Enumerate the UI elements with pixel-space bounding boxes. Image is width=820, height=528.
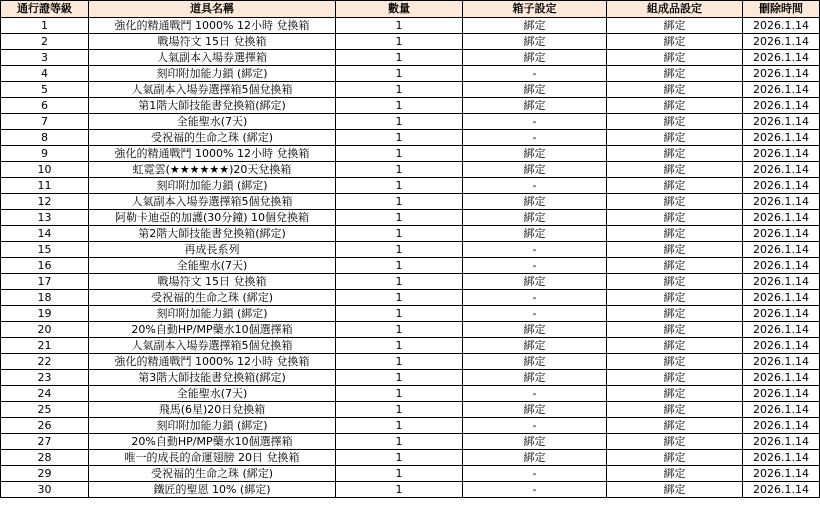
- pass-level-cell: 18: [1, 290, 89, 306]
- item-name-cell: 人氣副本入場券選擇箱5個兌換箱: [89, 338, 336, 354]
- header-delete-time: 刪除時間: [743, 1, 820, 18]
- quantity-cell: 1: [336, 418, 463, 434]
- quantity-cell: 1: [336, 114, 463, 130]
- quantity-cell: 1: [336, 338, 463, 354]
- delete-time-cell: 2026.1.14: [743, 178, 820, 194]
- delete-time-cell: 2026.1.14: [743, 162, 820, 178]
- table-row: [1, 50, 820, 66]
- component-setting-cell: 綁定: [607, 178, 743, 194]
- quantity-cell: 1: [336, 242, 463, 258]
- item-name-cell: 全能聖水(7天): [89, 386, 336, 402]
- component-setting-cell: 綁定: [607, 162, 743, 178]
- table-row: [1, 98, 820, 114]
- box-setting-cell: 綁定: [463, 98, 607, 114]
- component-setting-cell: 綁定: [607, 290, 743, 306]
- pass-level-cell: 27: [1, 434, 89, 450]
- quantity-cell: 1: [336, 146, 463, 162]
- pass-level-cell: 24: [1, 386, 89, 402]
- item-name-cell: 強化的精通戰鬥 1000% 12小時 兌換箱: [89, 354, 336, 370]
- box-setting-cell: 綁定: [463, 370, 607, 386]
- item-name-cell: 戰場符文 15日 兌換箱: [89, 274, 336, 290]
- delete-time-cell: 2026.1.14: [743, 418, 820, 434]
- table-row: [1, 210, 820, 226]
- component-setting-cell: 綁定: [607, 482, 743, 498]
- component-setting-cell: 綁定: [607, 210, 743, 226]
- pass-level-cell: 5: [1, 82, 89, 98]
- pass-level-cell: 10: [1, 162, 89, 178]
- component-setting-cell: 綁定: [607, 34, 743, 50]
- pass-level-cell: 23: [1, 370, 89, 386]
- quantity-cell: 1: [336, 18, 463, 34]
- header-row: [1, 1, 820, 18]
- quantity-cell: 1: [336, 354, 463, 370]
- pass-level-cell: 30: [1, 482, 89, 498]
- table-row: [1, 226, 820, 242]
- table-row: [1, 178, 820, 194]
- pass-level-cell: 29: [1, 466, 89, 482]
- quantity-cell: 1: [336, 402, 463, 418]
- component-setting-cell: 綁定: [607, 306, 743, 322]
- table-header: [1, 1, 820, 18]
- delete-time-cell: 2026.1.14: [743, 370, 820, 386]
- table-row: [1, 402, 820, 418]
- box-setting-cell: 綁定: [463, 82, 607, 98]
- item-name-cell: 再成長系列: [89, 242, 336, 258]
- pass-level-cell: 8: [1, 130, 89, 146]
- table-row: [1, 162, 820, 178]
- table-row: [1, 114, 820, 130]
- item-name-cell: 強化的精通戰鬥 1000% 12小時 兌換箱: [89, 18, 336, 34]
- delete-time-cell: 2026.1.14: [743, 258, 820, 274]
- delete-time-cell: 2026.1.14: [743, 50, 820, 66]
- quantity-cell: 1: [336, 162, 463, 178]
- component-setting-cell: 綁定: [607, 370, 743, 386]
- box-setting-cell: 綁定: [463, 402, 607, 418]
- item-name-cell: 人氣副本入場券選擇箱5個兌換箱: [89, 82, 336, 98]
- table-row: [1, 66, 820, 82]
- item-name-cell: 全能聖水(7天): [89, 258, 336, 274]
- pass-level-cell: 20: [1, 322, 89, 338]
- pass-level-cell: 22: [1, 354, 89, 370]
- quantity-cell: 1: [336, 130, 463, 146]
- item-name-cell: 受祝福的生命之珠 (綁定): [89, 466, 336, 482]
- delete-time-cell: 2026.1.14: [743, 450, 820, 466]
- item-name-cell: 第2階大師技能書兌換箱(綁定): [89, 226, 336, 242]
- component-setting-cell: 綁定: [607, 434, 743, 450]
- delete-time-cell: 2026.1.14: [743, 82, 820, 98]
- pass-level-cell: 15: [1, 242, 89, 258]
- box-setting-cell: 綁定: [463, 162, 607, 178]
- item-name-cell: 刻印附加能力鎖 (綁定): [89, 66, 336, 82]
- delete-time-cell: 2026.1.14: [743, 210, 820, 226]
- pass-level-cell: 14: [1, 226, 89, 242]
- table-row: [1, 242, 820, 258]
- component-setting-cell: 綁定: [607, 450, 743, 466]
- quantity-cell: 1: [336, 34, 463, 50]
- pass-level-cell: 16: [1, 258, 89, 274]
- item-name-cell: 刻印附加能力鎖 (綁定): [89, 418, 336, 434]
- component-setting-cell: 綁定: [607, 98, 743, 114]
- quantity-cell: 1: [336, 194, 463, 210]
- box-setting-cell: 綁定: [463, 146, 607, 162]
- quantity-cell: 1: [336, 274, 463, 290]
- item-name-cell: 人氣副本入場券選擇箱5個兌換箱: [89, 194, 336, 210]
- component-setting-cell: 綁定: [607, 18, 743, 34]
- component-setting-cell: 綁定: [607, 354, 743, 370]
- quantity-cell: 1: [336, 226, 463, 242]
- quantity-cell: 1: [336, 322, 463, 338]
- delete-time-cell: 2026.1.14: [743, 98, 820, 114]
- pass-level-cell: 6: [1, 98, 89, 114]
- table-row: [1, 130, 820, 146]
- pass-level-cell: 7: [1, 114, 89, 130]
- delete-time-cell: 2026.1.14: [743, 322, 820, 338]
- table-row: [1, 418, 820, 434]
- quantity-cell: 1: [336, 66, 463, 82]
- quantity-cell: 1: [336, 290, 463, 306]
- quantity-cell: 1: [336, 178, 463, 194]
- component-setting-cell: 綁定: [607, 82, 743, 98]
- pass-level-cell: 3: [1, 50, 89, 66]
- delete-time-cell: 2026.1.14: [743, 146, 820, 162]
- table-row: [1, 146, 820, 162]
- pass-level-cell: 1: [1, 18, 89, 34]
- quantity-cell: 1: [336, 258, 463, 274]
- quantity-cell: 1: [336, 466, 463, 482]
- component-setting-cell: 綁定: [607, 66, 743, 82]
- component-setting-cell: 綁定: [607, 274, 743, 290]
- pass-level-cell: 4: [1, 66, 89, 82]
- pass-level-cell: 13: [1, 210, 89, 226]
- table-body: [1, 18, 820, 498]
- box-setting-cell: 綁定: [463, 34, 607, 50]
- pass-level-cell: 26: [1, 418, 89, 434]
- box-setting-cell: 綁定: [463, 450, 607, 466]
- quantity-cell: 1: [336, 98, 463, 114]
- component-setting-cell: 綁定: [607, 322, 743, 338]
- delete-time-cell: 2026.1.14: [743, 130, 820, 146]
- quantity-cell: 1: [336, 386, 463, 402]
- table-row: [1, 322, 820, 338]
- table-row: [1, 370, 820, 386]
- item-name-cell: 受祝福的生命之珠 (綁定): [89, 290, 336, 306]
- box-setting-cell: 綁定: [463, 210, 607, 226]
- delete-time-cell: 2026.1.14: [743, 354, 820, 370]
- delete-time-cell: 2026.1.14: [743, 306, 820, 322]
- quantity-cell: 1: [336, 306, 463, 322]
- pass-level-cell: 17: [1, 274, 89, 290]
- component-setting-cell: 綁定: [607, 242, 743, 258]
- box-setting-cell: 綁定: [463, 274, 607, 290]
- delete-time-cell: 2026.1.14: [743, 290, 820, 306]
- item-name-cell: 第3階大師技能書兌換箱(綁定): [89, 370, 336, 386]
- table-row: [1, 482, 820, 498]
- table-row: [1, 258, 820, 274]
- box-setting-cell: 綁定: [463, 354, 607, 370]
- table-row: [1, 18, 820, 34]
- box-setting-cell: 綁定: [463, 50, 607, 66]
- header-quantity: 數量: [336, 1, 463, 18]
- header-item-name: 道具名稱: [89, 1, 336, 18]
- table-row: [1, 386, 820, 402]
- table-row: [1, 354, 820, 370]
- header-pass-level: 通行證等級: [1, 1, 89, 18]
- box-setting-cell: 綁定: [463, 322, 607, 338]
- quantity-cell: 1: [336, 210, 463, 226]
- delete-time-cell: 2026.1.14: [743, 274, 820, 290]
- component-setting-cell: 綁定: [607, 402, 743, 418]
- item-name-cell: 受祝福的生命之珠 (綁定): [89, 130, 336, 146]
- box-setting-cell: -: [463, 242, 607, 258]
- table-row: [1, 338, 820, 354]
- table-row: [1, 82, 820, 98]
- component-setting-cell: 綁定: [607, 194, 743, 210]
- box-setting-cell: -: [463, 466, 607, 482]
- delete-time-cell: 2026.1.14: [743, 482, 820, 498]
- delete-time-cell: 2026.1.14: [743, 434, 820, 450]
- delete-time-cell: 2026.1.14: [743, 66, 820, 82]
- pass-level-cell: 9: [1, 146, 89, 162]
- box-setting-cell: -: [463, 178, 607, 194]
- component-setting-cell: 綁定: [607, 130, 743, 146]
- item-name-cell: 20%自動HP/MP藥水10個選擇箱: [89, 322, 336, 338]
- pass-level-cell: 2: [1, 34, 89, 50]
- box-setting-cell: -: [463, 130, 607, 146]
- box-setting-cell: 綁定: [463, 226, 607, 242]
- item-name-cell: 唯一的成長的命運翅膀 20日 兌換箱: [89, 450, 336, 466]
- box-setting-cell: 綁定: [463, 338, 607, 354]
- box-setting-cell: -: [463, 306, 607, 322]
- item-name-cell: 20%自動HP/MP藥水10個選擇箱: [89, 434, 336, 450]
- box-setting-cell: -: [463, 258, 607, 274]
- item-name-cell: 阿勒卡迪亞的加護(30分鐘) 10個兌換箱: [89, 210, 336, 226]
- table-row: [1, 434, 820, 450]
- pass-level-cell: 28: [1, 450, 89, 466]
- pass-level-cell: 11: [1, 178, 89, 194]
- delete-time-cell: 2026.1.14: [743, 226, 820, 242]
- quantity-cell: 1: [336, 482, 463, 498]
- component-setting-cell: 綁定: [607, 114, 743, 130]
- item-name-cell: 鐵匠的聖恩 10% (綁定): [89, 482, 336, 498]
- item-name-cell: 人氣副本入場券選擇箱: [89, 50, 336, 66]
- table-row: [1, 450, 820, 466]
- box-setting-cell: -: [463, 418, 607, 434]
- component-setting-cell: 綁定: [607, 226, 743, 242]
- delete-time-cell: 2026.1.14: [743, 18, 820, 34]
- table-row: [1, 306, 820, 322]
- table-row: [1, 466, 820, 482]
- component-setting-cell: 綁定: [607, 146, 743, 162]
- component-setting-cell: 綁定: [607, 50, 743, 66]
- pass-level-cell: 21: [1, 338, 89, 354]
- box-setting-cell: -: [463, 386, 607, 402]
- item-name-cell: 刻印附加能力鎖 (綁定): [89, 306, 336, 322]
- component-setting-cell: 綁定: [607, 418, 743, 434]
- delete-time-cell: 2026.1.14: [743, 242, 820, 258]
- box-setting-cell: -: [463, 66, 607, 82]
- table-row: [1, 290, 820, 306]
- delete-time-cell: 2026.1.14: [743, 466, 820, 482]
- box-setting-cell: 綁定: [463, 194, 607, 210]
- item-name-cell: 強化的精通戰鬥 1000% 12小時 兌換箱: [89, 146, 336, 162]
- item-name-cell: 全能聖水(7天): [89, 114, 336, 130]
- quantity-cell: 1: [336, 50, 463, 66]
- item-name-cell: 戰場符文 15日 兌換箱: [89, 34, 336, 50]
- component-setting-cell: 綁定: [607, 386, 743, 402]
- component-setting-cell: 綁定: [607, 258, 743, 274]
- item-name-cell: 第1階大師技能書兌換箱(綁定): [89, 98, 336, 114]
- delete-time-cell: 2026.1.14: [743, 386, 820, 402]
- item-name-cell: 刻印附加能力鎖 (綁定): [89, 178, 336, 194]
- header-box-setting: 箱子設定: [463, 1, 607, 18]
- delete-time-cell: 2026.1.14: [743, 338, 820, 354]
- component-setting-cell: 綁定: [607, 466, 743, 482]
- pass-level-cell: 19: [1, 306, 89, 322]
- table-row: [1, 274, 820, 290]
- box-setting-cell: -: [463, 482, 607, 498]
- table-row: [1, 194, 820, 210]
- pass-level-cell: 25: [1, 402, 89, 418]
- delete-time-cell: 2026.1.14: [743, 194, 820, 210]
- item-name-cell: 虹霓雲(★★★★★★)20天兌換箱: [89, 162, 336, 178]
- delete-time-cell: 2026.1.14: [743, 114, 820, 130]
- quantity-cell: 1: [336, 434, 463, 450]
- box-setting-cell: 綁定: [463, 434, 607, 450]
- box-setting-cell: -: [463, 290, 607, 306]
- component-setting-cell: 綁定: [607, 338, 743, 354]
- header-component-setting: 組成品設定: [607, 1, 743, 18]
- quantity-cell: 1: [336, 82, 463, 98]
- quantity-cell: 1: [336, 450, 463, 466]
- quantity-cell: 1: [336, 370, 463, 386]
- pass-level-cell: 12: [1, 194, 89, 210]
- table-row: [1, 34, 820, 50]
- item-name-cell: 飛馬(6星)20日兌換箱: [89, 402, 336, 418]
- box-setting-cell: 綁定: [463, 18, 607, 34]
- delete-time-cell: 2026.1.14: [743, 402, 820, 418]
- box-setting-cell: -: [463, 114, 607, 130]
- delete-time-cell: 2026.1.14: [743, 34, 820, 50]
